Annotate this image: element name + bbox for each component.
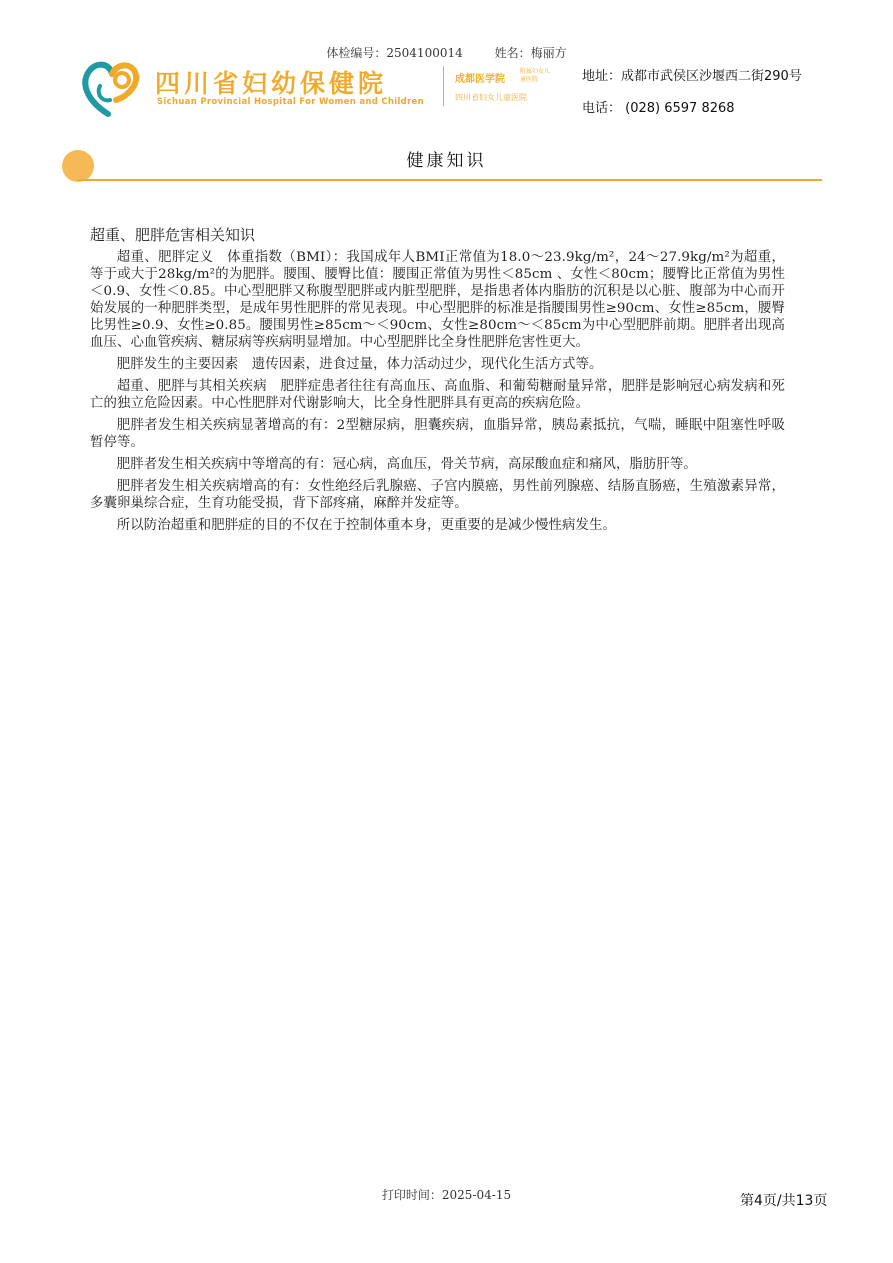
paragraph: 所以防治超重和肥胖症的目的不仅在于控制体重本身，更重要的是减少慢性病发生。 <box>116 518 616 533</box>
exam-number <box>326 46 462 60</box>
exam-number-value: 2504100014 <box>386 46 463 60</box>
hospital-address <box>582 65 802 84</box>
hospital-name-en: Sichuan Provincial Hospital For Women and Children <box>157 97 424 107</box>
paragraph: 肥胖者发生相关疾病增高的有：女性绝经后乳腺癌、子宫内膜癌，男性前列腺癌、结肠直肠癌，生殖激素异常，多囊卵巢综合症，生育功能受损，背下部疼痛，麻醉并发症等。 <box>90 479 785 511</box>
paragraph: 肥胖发生的主要因素 遗传因素，进食过量，体力活动过少，现代化生活方式等。 <box>116 357 603 372</box>
health-knowledge-content <box>90 224 785 539</box>
title-underline <box>78 179 822 181</box>
address-label: 地址： <box>582 69 622 84</box>
affiliate-note-1: 附属妇女儿童医院 <box>520 68 551 83</box>
paragraph: 超重、肥胖与其相关疾病 肥胖症患者往往有高血压、高血脂、和葡萄糖耐量异常，肥胖是影响冠心病发病和死亡的独立危险因素。中心性肥胖对代谢影响大，比全身性肥胖具有更高的疾病危险。 <box>90 379 785 411</box>
page-number: 第4页/共13页 <box>740 1193 828 1209</box>
patient-name <box>495 46 567 60</box>
affiliate-name-1: 成都医学院 <box>455 74 505 85</box>
patient-name-label: 姓名： <box>494 46 531 60</box>
print-time-label: 打印时间： <box>381 1188 442 1202</box>
paragraph: 肥胖者发生相关疾病中等增高的有：冠心病，高血压，骨关节病，高尿酸血症和痛风，脂肪肝等。 <box>116 457 697 472</box>
hospital-name-cn: 四川省妇幼保健院 <box>155 69 388 98</box>
address-value: 成都市武侯区沙堰西二街290号 <box>621 69 802 84</box>
page-title: 健康知识 <box>406 151 487 171</box>
phone-value: (028) 6597 8268 <box>625 101 735 116</box>
hospital-logo-icon <box>78 56 140 118</box>
logo-divider <box>443 66 444 106</box>
hospital-phone <box>582 97 735 116</box>
exam-number-label: 体检编号： <box>326 46 387 60</box>
paragraph: 肥胖者发生相关疾病显著增高的有：2型糖尿病，胆囊疾病，血脂异常，胰岛素抵抗，气喘，睡眠中阻塞性呼吸暂停等。 <box>90 418 785 450</box>
patient-name-value: 梅丽方 <box>530 46 567 60</box>
affiliate-name-2: 四川省妇女儿童医院 <box>455 93 527 102</box>
section-heading: 超重、肥胖危害相关知识 <box>90 226 256 244</box>
print-time-value: 2025-04-15 <box>441 1188 512 1202</box>
phone-label: 电话： <box>582 101 622 116</box>
paragraph: 超重、肥胖定义 体重指数（BMI）：我国成年人BMI正常值为18.0～23.9kg/m²，24～27.9kg/m²为超重，等于或大于28kg/m²的为肥胖。腰围、腰臀比值：腰围正常值为男性＜85cm 、女性＜80cm；腰臀比正常值为男性＜0.9、女性＜0.85。中心型肥胖又称腹型肥胖或内脏型肥胖，是指患者体内脂肪的沉积是以心脏、腹部为中心而开始发展的一种肥胖类型，是成年男性肥胖的常见表现。中心型肥胖的标准是指腰围男性≥90cm、女性≥85cm，腰臀比男性≥0.9、女性≥0.85。腰围男性≥85cm～＜90cm、女性≥80cm～＜85cm为中心型肥胖前期。肥胖者出现高血压、心血管疾病、糖尿病等疾病明显增加。中心型肥胖比全身性肥胖危害性更大。 <box>90 250 785 350</box>
